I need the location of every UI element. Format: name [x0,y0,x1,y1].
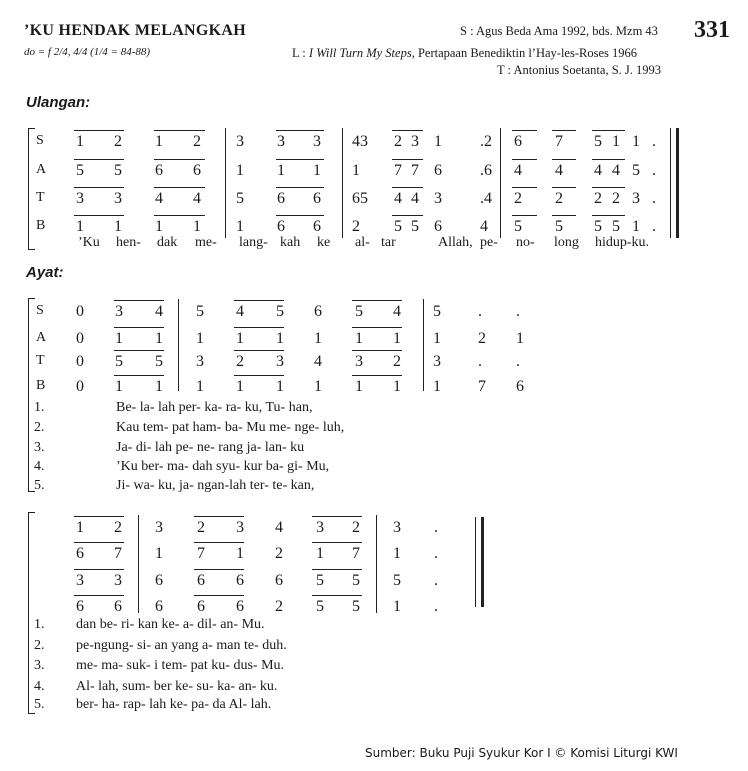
note: 5 [316,572,324,589]
note: 5 [594,218,602,235]
lyric-word: no- [516,235,535,250]
note: 1 [236,330,244,347]
note: 5 [433,303,441,320]
note: 2 [114,519,122,536]
beam [74,516,124,517]
note: 1 [393,545,401,562]
note: 1 [276,330,284,347]
beam [552,159,576,160]
note: 3 [155,519,163,536]
note: 1 [433,378,441,395]
note: 1 [393,598,401,615]
note: 7 [411,162,419,179]
verse-lyric: Kau tem- pat ham- ba- Mu me- nge- luh, [116,420,345,435]
note: 4 [275,519,283,536]
lyric-word: ’Ku [78,235,100,250]
note: 0 [76,303,84,320]
note: 1 [316,545,324,562]
note: 1 [196,378,204,395]
beam [392,215,423,216]
note: 6 [236,572,244,589]
beam [154,215,205,216]
note: 4 [594,162,602,179]
note: 1 [196,330,204,347]
note: 4 [155,190,163,207]
note: 5 [514,218,522,235]
note: 5 [114,162,122,179]
note: 0 [76,330,84,347]
note: . [434,572,438,589]
melody-credit [292,46,637,61]
note: 1 [433,330,441,347]
melody-credit-rest: , Pertapaan Benediktin l’Hay-les-Roses 1966 [411,46,637,60]
note: 6 [434,218,442,235]
note: 7 [352,545,360,562]
note: 3 [236,133,244,150]
note: 3 [76,572,84,589]
song-number: 331 [694,17,730,43]
beam [74,542,124,543]
note: 5 [196,303,204,320]
lyric-word: dak [157,235,178,250]
beam [114,300,164,301]
beam [234,300,284,301]
note: 3 [434,190,442,207]
note: 1 [155,545,163,562]
note: 4 [514,162,522,179]
note: 6 [197,572,205,589]
beam [234,375,284,376]
beam [352,300,402,301]
note: 6 [516,378,524,395]
verse-number: 3. [34,658,45,673]
note: 6 [313,218,321,235]
note: 1 [236,218,244,235]
note: 3 [236,519,244,536]
note: 2 [514,190,522,207]
part-label: T [36,190,45,205]
beam [352,350,402,351]
note: . [434,545,438,562]
beam [154,159,205,160]
note: 6 [514,133,522,150]
beam [312,516,362,517]
note: 1 [155,378,163,395]
note: 3 [76,190,84,207]
note: 65 [352,190,368,207]
beam [74,187,124,188]
melody-credit-prefix: L : [292,46,309,60]
song-title: ’KU HENDAK MELANGKAH [24,22,246,39]
beam [74,569,124,570]
barline [475,517,476,607]
note: 6 [277,190,285,207]
note: 5 [394,218,402,235]
part-label: A [36,330,47,345]
beam [234,327,284,328]
note: 7 [394,162,402,179]
note: 6 [236,598,244,615]
note: 6 [76,545,84,562]
beam [312,595,362,596]
note: 6 [76,598,84,615]
beam [114,375,164,376]
verse-lyric: pe-ngung- si- an yang a- man te- duh. [76,638,287,653]
note: 4 [480,218,488,235]
note: . [478,353,482,370]
note: 5 [411,218,419,235]
note: 5 [352,572,360,589]
note: 6 [155,598,163,615]
beam [154,187,205,188]
beam [194,569,244,570]
verse-lyric: Ji- wa- ku, ja- ngan-lah ter- te- kan, [116,478,315,493]
refrain-brace [28,128,35,250]
note: 5 [393,572,401,589]
verse-lyric: ber- ha- rap- lah ke- pa- da Al- lah. [76,697,272,712]
source-credit: Sumber: Buku Puji Syukur Kor I © Komisi Liturgi KWI [365,746,678,760]
beam [194,595,244,596]
note: 5 [632,162,640,179]
note: 6 [197,598,205,615]
barline [342,128,343,238]
beam [276,187,324,188]
note: 1 [76,519,84,536]
beam [194,516,244,517]
note: 1 [114,218,122,235]
note: 0 [76,353,84,370]
note: . [434,598,438,615]
note: 3 [411,133,419,150]
note: . [652,218,656,235]
note: 1 [236,545,244,562]
note: 3 [433,353,441,370]
beam [276,215,324,216]
note: 2 [393,353,401,370]
part-label: B [36,218,46,233]
note: . [478,303,482,320]
verse-number: 1. [34,400,45,415]
beam [392,130,423,131]
note: 1 [516,330,524,347]
verse-lyric: ’Ku ber- ma- dah syu- kur ba- gi- Mu, [116,459,330,474]
beam [592,130,625,131]
note: 2 [394,133,402,150]
note: 4 [236,303,244,320]
note: 6 [275,572,283,589]
beam [392,159,423,160]
lyric-word: al- [355,235,370,250]
note: 1 [393,330,401,347]
verse-number: 1. [34,617,45,632]
note: 4 [193,190,201,207]
barline [423,299,424,391]
note: 2 [236,353,244,370]
note: 3 [316,519,324,536]
note: 1 [193,218,201,235]
barline [376,515,377,613]
beam [512,130,537,131]
beam [74,595,124,596]
note: 7 [555,133,563,150]
part-label: S [36,133,44,148]
beam [552,187,576,188]
part-label: B [36,378,46,393]
lyric-word: hen- [116,235,141,250]
note: 1 [276,378,284,395]
beam [512,187,537,188]
note: 1 [115,330,123,347]
barline [225,128,226,238]
lyric-word: lang- [239,235,268,250]
composer-credit: S : Agus Beda Ama 1992, bds. Mzm 43 [460,24,658,38]
note: .6 [480,162,492,179]
beam [276,130,324,131]
note: 2 [193,133,201,150]
note: 6 [155,572,163,589]
note: .2 [480,133,492,150]
note: 6 [193,162,201,179]
note: 6 [155,162,163,179]
verse-number: 5. [34,478,45,493]
beam [592,187,625,188]
note: 1 [632,133,640,150]
beam [234,350,284,351]
verse-number: 2. [34,420,45,435]
beam [154,130,205,131]
note: 6 [314,303,322,320]
lyric-word: ke [317,235,331,250]
beam [194,542,244,543]
note: 1 [434,133,442,150]
note: 4 [155,303,163,320]
beam [592,159,625,160]
note: 7 [197,545,205,562]
note: 1 [155,218,163,235]
note: . [434,519,438,536]
note: 7 [114,545,122,562]
note: .4 [480,190,492,207]
note: 2 [114,133,122,150]
beam [592,215,625,216]
note: 1 [355,330,363,347]
beam [312,569,362,570]
verse-label: Ayat: [26,264,64,281]
note: 1 [236,378,244,395]
barline [500,128,501,238]
note: 1 [155,330,163,347]
note: 1 [314,330,322,347]
tempo-marking: do = f 2/4, 4/4 (1/4 = 84-88) [24,46,151,58]
lyric-word: long [554,235,579,250]
note: . [652,190,656,207]
note: 5 [236,190,244,207]
note: 2 [612,190,620,207]
part-label: S [36,303,44,318]
note: 3 [276,353,284,370]
note: 1 [277,162,285,179]
note: 1 [352,162,360,179]
note: 3 [114,190,122,207]
verse-lyric: Ja- di- lah pe- ne- rang ja- lan- ku [116,440,305,455]
lyric-word: tar [381,235,396,250]
final-barline [676,128,679,238]
note: 3 [355,353,363,370]
beam [352,327,402,328]
lyric-word: Allah, [438,235,473,250]
verse-lyric: dan be- ri- kan ke- a- dil- an- Mu. [76,617,265,632]
beam [74,215,124,216]
verse-lyric: Al- lah, sum- ber ke- su- ka- an- ku. [76,679,278,694]
note: 3 [114,572,122,589]
note: 5 [155,353,163,370]
note: 5 [355,303,363,320]
note: 5 [352,598,360,615]
lyric-word: kah [280,235,301,250]
note: 3 [313,133,321,150]
note: 5 [612,218,620,235]
note: 3 [632,190,640,207]
refrain-label: Ulangan: [26,94,91,111]
beam [74,130,124,131]
note: 2 [275,545,283,562]
beam [114,350,164,351]
note: 4 [394,190,402,207]
note: . [652,133,656,150]
note: 5 [594,133,602,150]
note: 5 [316,598,324,615]
note: 1 [632,218,640,235]
note: 1 [612,133,620,150]
note: 3 [277,133,285,150]
note: 5 [276,303,284,320]
beam [352,375,402,376]
text-credit: T : Antonius Soetanta, S. J. 1993 [497,63,662,77]
note: 43 [352,133,368,150]
verse-number: 5. [34,697,45,712]
note: . [652,162,656,179]
note: 6 [277,218,285,235]
note: 6 [313,190,321,207]
note: 2 [352,218,360,235]
beam [552,130,576,131]
note: 1 [355,378,363,395]
note: 5 [555,218,563,235]
note: 1 [155,133,163,150]
note: 6 [114,598,122,615]
note: 2 [478,330,486,347]
verse-number: 3. [34,440,45,455]
note: . [516,353,520,370]
note: 2 [275,598,283,615]
note: 5 [76,162,84,179]
barline [138,515,139,613]
beam [392,187,423,188]
verse-number: 4. [34,679,45,694]
final-barline [481,517,484,607]
note: 7 [478,378,486,395]
note: 1 [313,162,321,179]
lyric-word: me- [195,235,217,250]
note: 5 [115,353,123,370]
barline [670,128,671,238]
verse-lyric: me- ma- suk- i tem- pat ku- dus- Mu. [76,658,285,673]
melody-credit-title: I Will Turn My Steps [308,46,412,60]
beam [74,159,124,160]
part-label: T [36,353,45,368]
beam [114,327,164,328]
verse-number: 2. [34,638,45,653]
lyric-word: hidup-ku. [595,235,650,250]
note: 4 [314,353,322,370]
note: 4 [555,162,563,179]
note: 4 [612,162,620,179]
note: 2 [197,519,205,536]
note: 2 [594,190,602,207]
beam [512,159,537,160]
lyric-word: pe- [480,235,498,250]
note: 1 [115,378,123,395]
part-label: A [36,162,47,177]
note: 2 [555,190,563,207]
note: 1 [76,218,84,235]
note: 3 [115,303,123,320]
note: 4 [411,190,419,207]
beam [312,542,362,543]
note: 6 [434,162,442,179]
note: 2 [352,519,360,536]
note: 1 [236,162,244,179]
beam [512,215,537,216]
note: . [516,303,520,320]
note: 3 [393,519,401,536]
note: 3 [196,353,204,370]
barline [178,299,179,391]
beam [276,159,324,160]
verse-number: 4. [34,459,45,474]
beam [552,215,576,216]
note: 4 [393,303,401,320]
note: 1 [393,378,401,395]
note: 0 [76,378,84,395]
note: 1 [76,133,84,150]
verse-lyric: Be- la- lah per- ka- ra- ku, Tu- han, [116,400,313,415]
note: 1 [314,378,322,395]
